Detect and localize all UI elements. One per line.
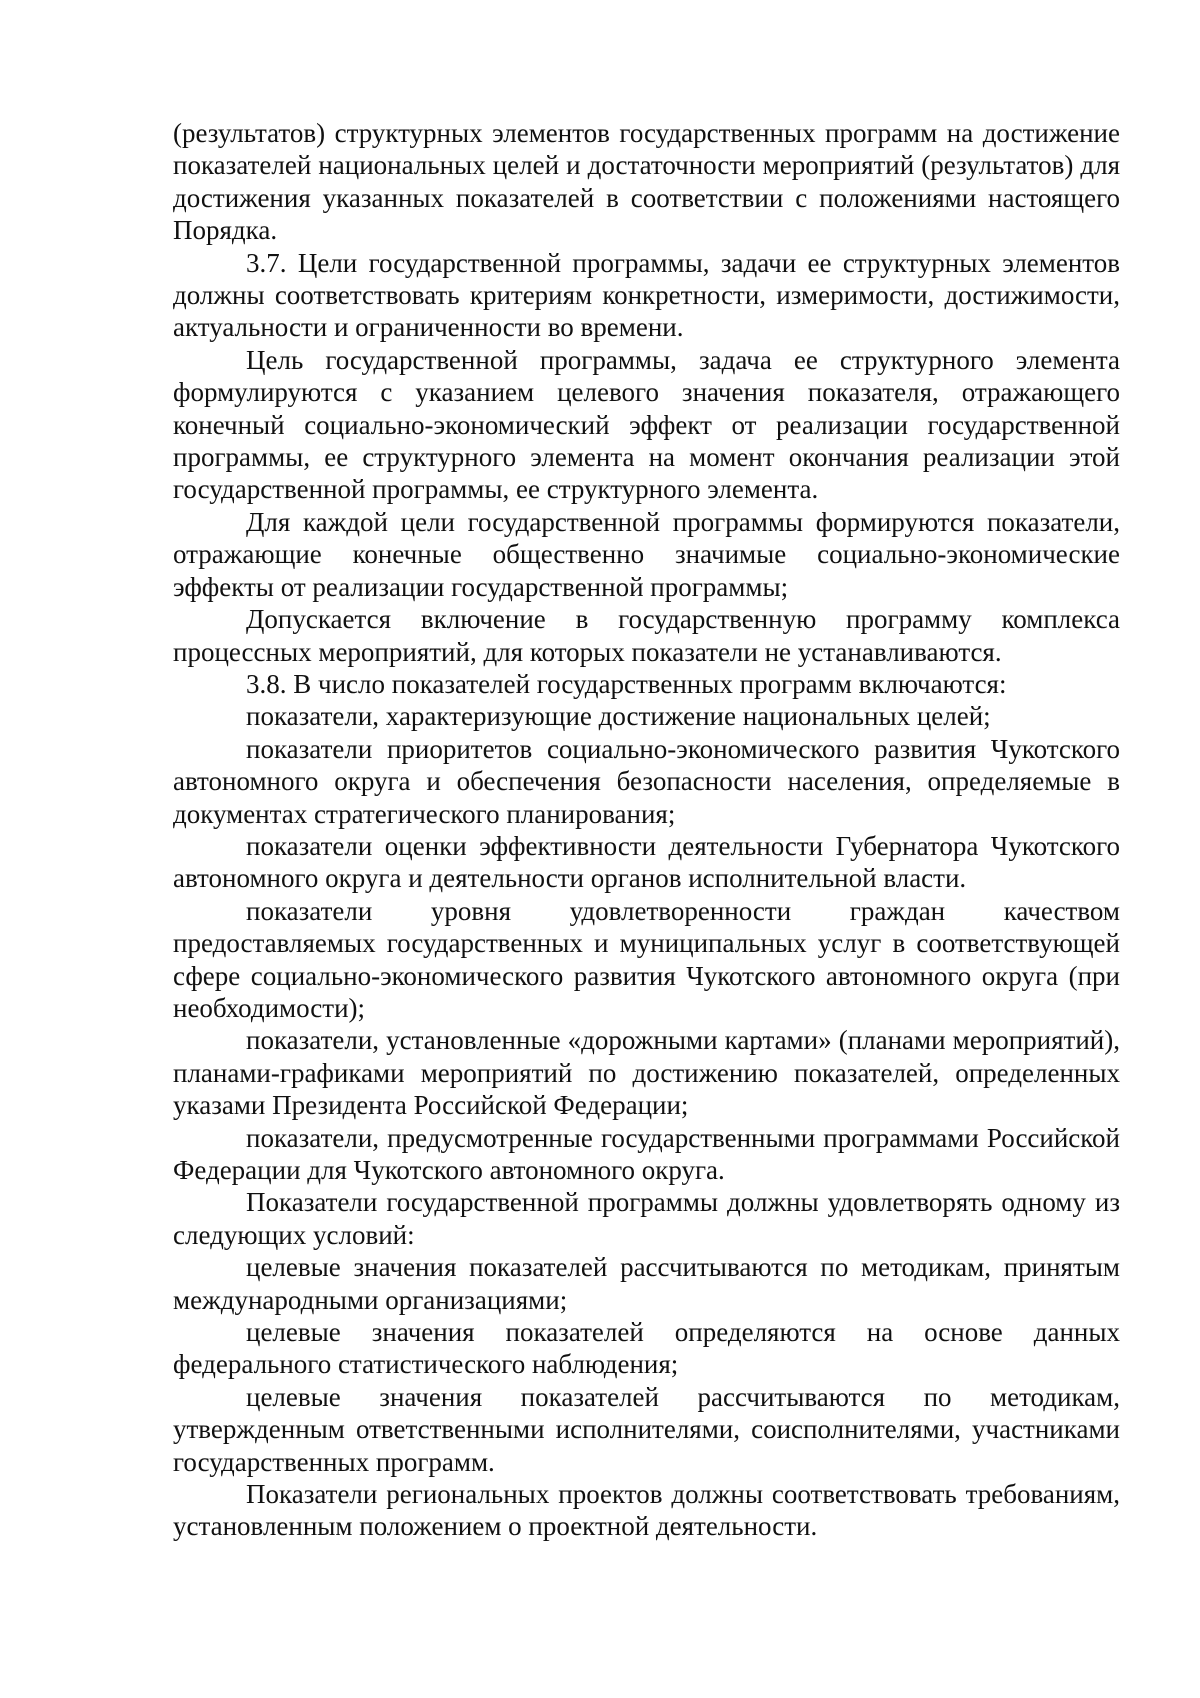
paragraph-8: показатели приоритетов социально-экономического развития Чукотского автономного округа и обеспечения безопасности населения, определяемые в документах стратегического планирования; <box>173 733 1120 829</box>
paragraph-6: 3.8. В число показателей государственных программ включаются: <box>246 668 1007 699</box>
paragraph-15: целевые значения показателей определяются на основе данных федерального статистического наблюдения; <box>173 1317 1120 1380</box>
paragraph-16: целевые значения показателей рассчитываются по методикам, утвержденным ответственными исполнителями, соисполнителями, участниками государственных программ. <box>173 1381 1120 1477</box>
document-page <box>173 117 1120 1543</box>
paragraph-17: Показатели региональных проектов должны соответствовать требованиям, установленным положением о проектной деятельности. <box>173 1479 1120 1542</box>
paragraph-11: показатели, установленные «дорожными картами» (планами мероприятий), планами-графиками мероприятий по достижению показателей, определенных указами Президента Российской Федерации; <box>173 1025 1120 1121</box>
paragraph-1: (результатов) структурных элементов государственных программ на достижение показателей национальных целей и достаточности мероприятий (результатов) для достижения указанных показателей в соответствии с положениями настоящего Порядка. <box>173 118 1120 246</box>
paragraph-7: показатели, характеризующие достижение национальных целей; <box>246 701 991 732</box>
paragraph-5: Допускается включение в государственную программу комплекса процессных мероприятий, для которых показатели не устанавливаются. <box>173 604 1120 667</box>
paragraph-3: Цель государственной программы, задача ее структурного элемента формулируются с указанием целевого значения показателя, отражающего конечный социально-экономический эффект от реализации государственной программы, ее структурного элемента на момент окончания реализации этой государственной программы, ее структурного элемента. <box>173 344 1120 505</box>
paragraph-2: 3.7. Цели государственной программы, задачи ее структурных элементов должны соответствовать критериям конкретности, измеримости, достижимости, актуальности и ограниченности во времени. <box>173 247 1120 343</box>
paragraph-12: показатели, предусмотренные государственными программами Российской Федерации для Чукотского автономного округа. <box>173 1122 1120 1185</box>
paragraph-9: показатели оценки эффективности деятельности Губернатора Чукотского автономного округа и деятельности органов исполнительной власти. <box>173 830 1120 894</box>
paragraph-13: Показатели государственной программы должны удовлетворять одному из следующих условий: <box>173 1187 1120 1250</box>
paragraph-4: Для каждой цели государственной программы формируются показатели, отражающие конечные общественно значимые социально-экономические эффекты от реализации государственной программы; <box>173 506 1120 602</box>
paragraph-10: показатели уровня удовлетворенности граждан качеством предоставляемых государственных и муниципальных услуг в соответствующей сфере социально-экономического развития Чукотского автономного округа (при необходимости); <box>173 895 1120 1023</box>
paragraph-14: целевые значения показателей рассчитываются по методикам, принятым международными организациями; <box>173 1252 1120 1315</box>
